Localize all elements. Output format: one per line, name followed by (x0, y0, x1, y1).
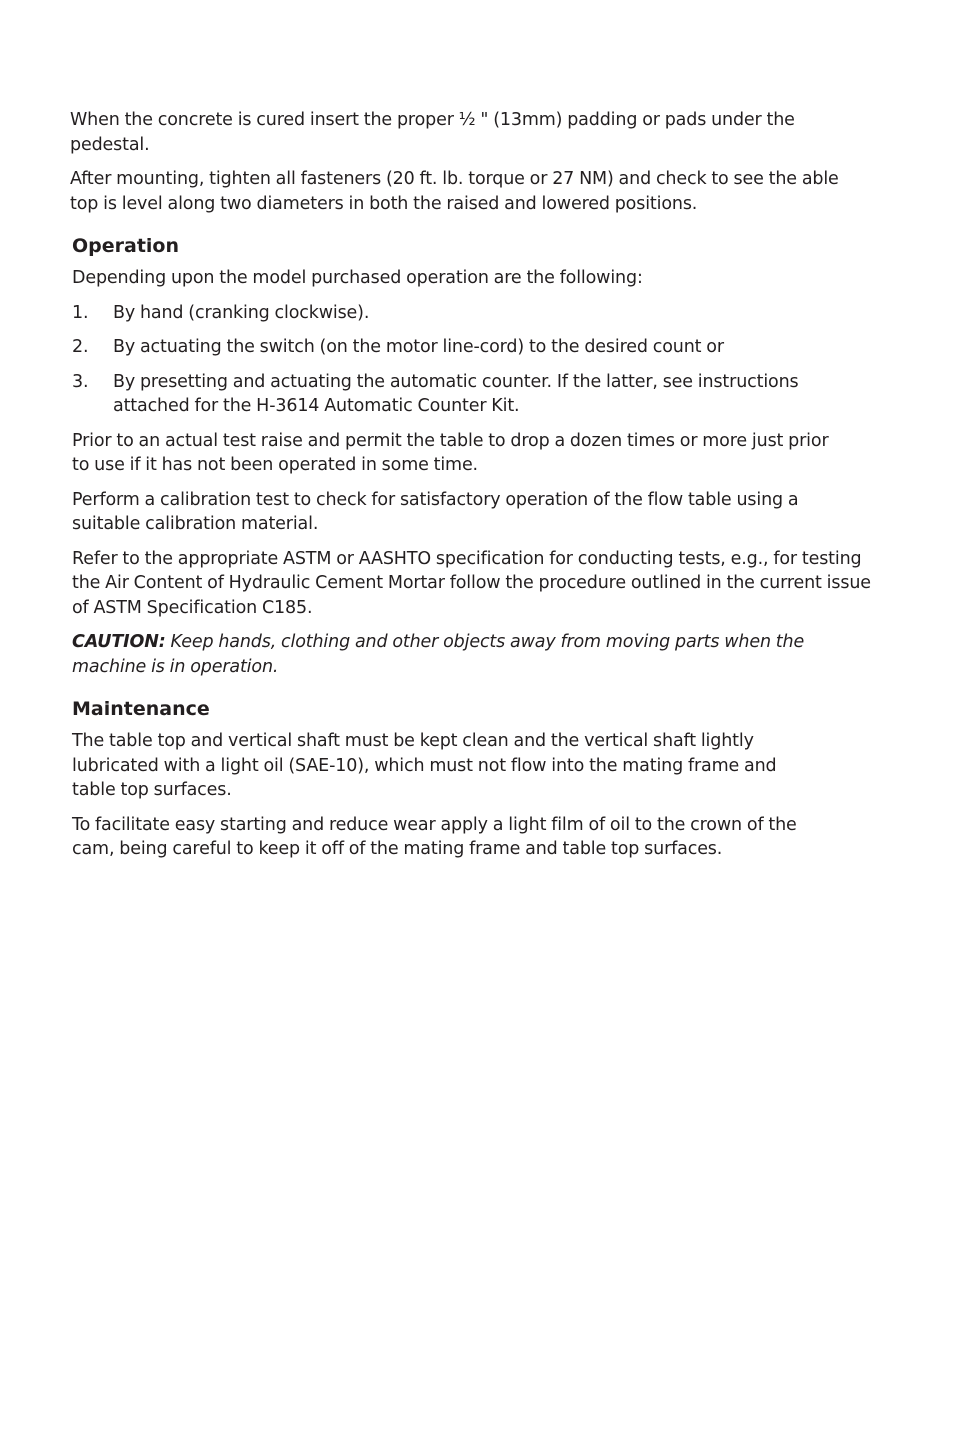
list-item-number: 1. (72, 302, 89, 323)
operation-section (72, 234, 877, 679)
intro-paragraph-mounting: After mounting, tighten all fasteners (20 ft. lb. torque or 27 NM) and check to see the able top is level along two diameters in both the raised and lowered positions. (70, 169, 839, 214)
operation-lead: Depending upon the model purchased operation are the following: (72, 268, 643, 288)
maintenance-paragraph-oil: To facilitate easy starting and reduce wear apply a light film of oil to the crown of the cam, being careful to keep it off of the mating frame and table top surfaces. (72, 814, 797, 859)
list-item-text: By actuating the switch (on the motor line-cord) to the desired count or (113, 337, 724, 357)
list-item-text: By presetting and actuating the automatic counter. If the latter, see instructions attached for the H-3614 Automatic Counter Kit. (113, 371, 799, 416)
maintenance-heading: Maintenance (72, 698, 210, 720)
page-content (72, 108, 877, 862)
list-item (72, 370, 833, 419)
list-item (72, 335, 877, 360)
caution-text: Keep hands, clothing and other objects away from moving parts when the machine is in operation. (72, 632, 805, 677)
list-item (72, 301, 877, 326)
caution-label: CAUTION: (72, 632, 166, 652)
operation-heading: Operation (72, 235, 180, 257)
list-item-number: 2. (72, 337, 89, 357)
intro-paragraph-padding: When the concrete is cured insert the proper ½ " (13mm) padding or pads under the pedestal. (70, 110, 795, 155)
operation-list (72, 301, 877, 419)
operation-calibration-paragraph: Perform a calibration test to check for satisfactory operation of the flow table using a suitable calibration material. (72, 489, 799, 534)
list-item-number: 3. (72, 371, 89, 392)
maintenance-paragraph-cleaning: The table top and vertical shaft must be kept clean and the vertical shaft lightly lubricated with a light oil (SAE-10), which must not flow into the mating frame and table top surfaces. (72, 731, 777, 800)
intro-section (70, 108, 877, 216)
operation-prior-paragraph: Prior to an actual test raise and permit the table to drop a dozen times or more just prior to use if it has not been operated in some time. (72, 430, 829, 475)
maintenance-section (72, 697, 877, 862)
list-item-text: By hand (cranking clockwise). (113, 302, 370, 323)
operation-refer-paragraph: Refer to the appropriate ASTM or AASHTO specification for conducting tests, e.g., for testing the Air Content of Hydraulic Cement Mortar follow the procedure outlined in the current issue of ASTM Specification C185. (72, 548, 871, 618)
caution-paragraph (72, 630, 862, 679)
